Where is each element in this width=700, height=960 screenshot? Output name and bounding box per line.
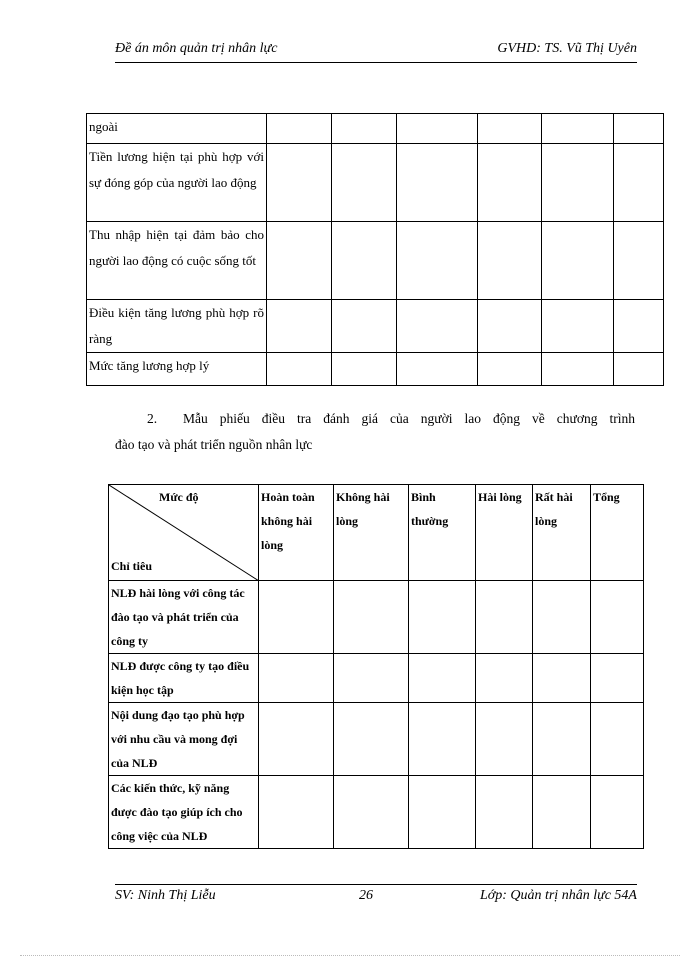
table-cell [542, 353, 614, 386]
table-cell [267, 300, 332, 353]
salary-survey-table [86, 113, 664, 386]
table-row [87, 114, 664, 144]
footer-rule [115, 884, 637, 885]
table-cell [591, 581, 644, 654]
table-cell [478, 353, 542, 386]
table-cell [478, 114, 542, 144]
table-cell [267, 353, 332, 386]
criteria-cell: Thu nhập hiện tại đảm bảo cho người lao động có cuộc sống tốt [87, 222, 267, 300]
table-cell [533, 654, 591, 703]
column-header: Hoàn toàn không hài lòng [259, 485, 334, 581]
table-cell [533, 703, 591, 776]
table-cell [476, 654, 533, 703]
criteria-cell: Điều kiện tăng lương phù hợp rõ ràng [87, 300, 267, 353]
footer-class: Lớp: Quản trị nhân lực 54A [479, 888, 637, 903]
page-footer [115, 887, 637, 905]
criteria-cell: Mức tăng lương hợp lý [87, 353, 267, 386]
table-row [109, 776, 644, 849]
table-cell [259, 703, 334, 776]
table-cell [334, 581, 409, 654]
table-cell [533, 581, 591, 654]
table-cell [478, 144, 542, 222]
table-cell [542, 300, 614, 353]
table-cell [476, 703, 533, 776]
table-cell [334, 703, 409, 776]
table-cell [614, 353, 664, 386]
column-header: Bình thường [409, 485, 476, 581]
page-number: 26 [359, 888, 373, 903]
criteria-cell: NLĐ hài lòng với công tác đào tạo và phát triển của công ty [109, 581, 259, 654]
criteria-cell: ngoài [87, 114, 267, 144]
table-cell [267, 114, 332, 144]
table-cell [332, 144, 397, 222]
table-row [109, 703, 644, 776]
table-header-row [109, 485, 644, 581]
table-cell [409, 703, 476, 776]
table-cell [476, 776, 533, 849]
table-cell [591, 654, 644, 703]
table-cell [259, 581, 334, 654]
table-cell [332, 300, 397, 353]
criteria-cell: NLĐ được công ty tạo điều kiện học tập [109, 654, 259, 703]
header-rule [115, 62, 637, 63]
footer-student: SV: Ninh Thị Liễu [115, 888, 216, 903]
column-header: Tổng [591, 485, 644, 581]
table-cell [533, 776, 591, 849]
corner-label-level: Mức độ [159, 490, 199, 504]
table-cell [334, 776, 409, 849]
corner-header-cell [109, 485, 259, 581]
table-cell [267, 222, 332, 300]
section-title-line1: Mẫu phiếu điều tra đánh giá của người lao động về chương trình [183, 411, 635, 426]
page-header [115, 40, 637, 58]
criteria-cell: Tiền lương hiện tại phù hợp với sự đóng góp của người lao động [87, 144, 267, 222]
section-title-line2: đào tạo và phát triển nguồn nhân lực [115, 437, 313, 452]
table-cell [259, 654, 334, 703]
table-cell [478, 300, 542, 353]
table-cell [267, 144, 332, 222]
table-cell [409, 654, 476, 703]
table-cell [614, 114, 664, 144]
table-cell [397, 114, 478, 144]
training-survey-table [108, 484, 644, 849]
page-bottom-edge [20, 955, 680, 956]
table-cell [332, 114, 397, 144]
section-number: 2. [147, 411, 158, 426]
table-cell [542, 114, 614, 144]
header-right: GVHD: TS. Vũ Thị Uyên [497, 41, 637, 56]
table-row [87, 144, 664, 222]
table-row [87, 222, 664, 300]
criteria-cell: Nội dung đạo tạo phù hợp với nhu cầu và mong đợi của NLĐ [109, 703, 259, 776]
table-cell [259, 776, 334, 849]
table-cell [409, 776, 476, 849]
table-row [87, 353, 664, 386]
table-cell [614, 222, 664, 300]
table-cell [591, 776, 644, 849]
table-cell [332, 353, 397, 386]
criteria-cell: Các kiến thức, kỹ năng được đào tạo giúp ích cho công việc của NLĐ [109, 776, 259, 849]
table-row [109, 654, 644, 703]
header-left: Đề án môn quản trị nhân lực [115, 41, 278, 56]
table-cell [614, 300, 664, 353]
table-cell [332, 222, 397, 300]
table-cell [397, 353, 478, 386]
table-cell [397, 144, 478, 222]
section-heading [115, 406, 635, 458]
table-cell [476, 581, 533, 654]
table-cell [591, 703, 644, 776]
table-cell [542, 144, 614, 222]
table-cell [334, 654, 409, 703]
table-cell [614, 144, 664, 222]
table-cell [478, 222, 542, 300]
table-row [109, 581, 644, 654]
table-cell [397, 222, 478, 300]
column-header: Hài lòng [476, 485, 533, 581]
column-header: Không hài lòng [334, 485, 409, 581]
table-cell [397, 300, 478, 353]
column-header: Rất hài lòng [533, 485, 591, 581]
table-row [87, 300, 664, 353]
corner-label-criteria: Chỉ tiêu [111, 559, 153, 573]
table-cell [409, 581, 476, 654]
table-cell [542, 222, 614, 300]
